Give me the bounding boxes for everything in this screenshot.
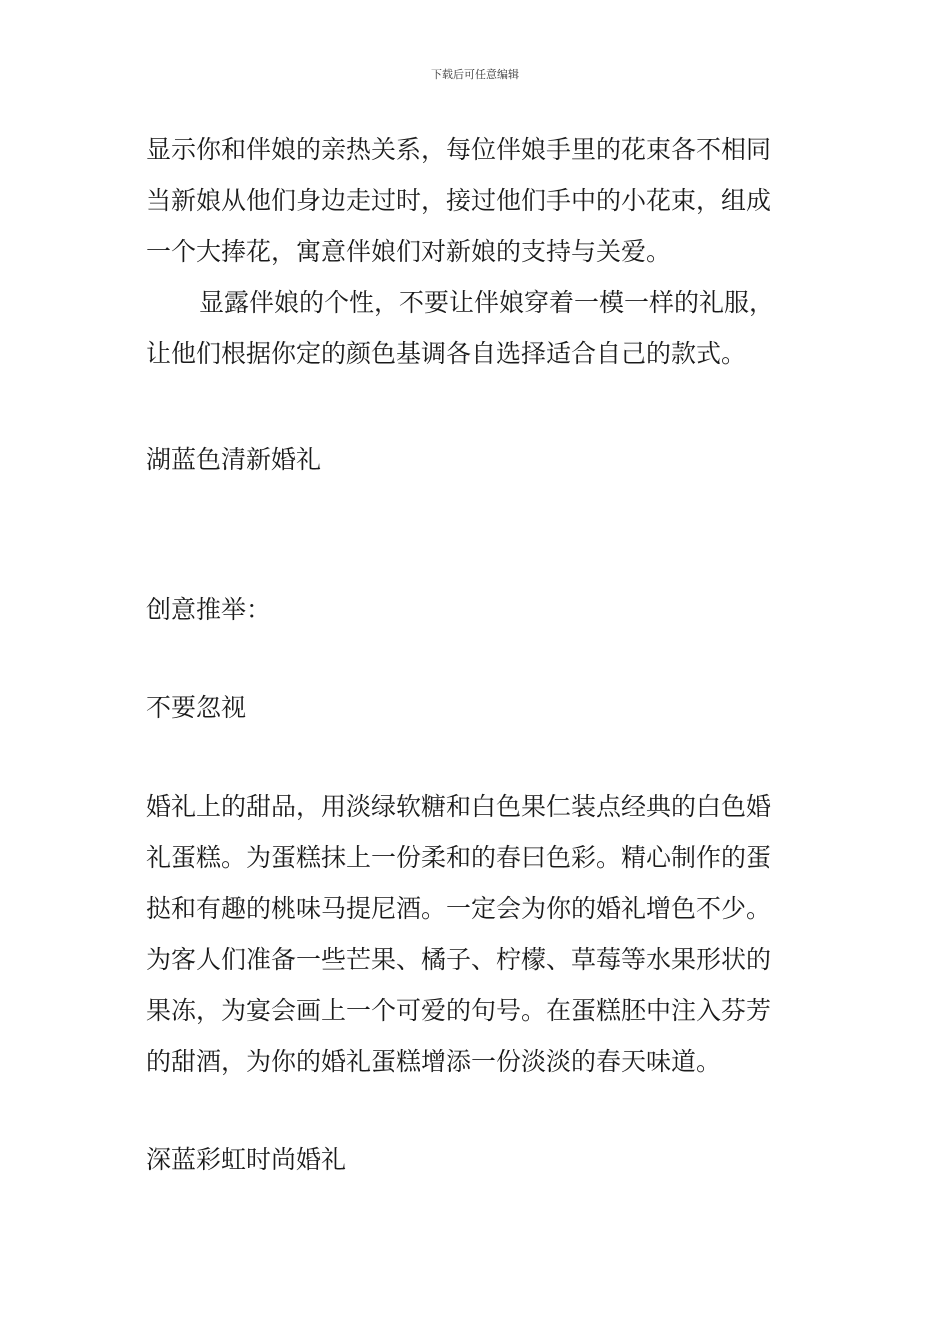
text-line: 礼蛋糕。为蛋糕抹上一份柔和的春曰色彩。精心制作的蛋: [146, 843, 772, 872]
text-line: 为客人们准备一些芒果、橘子、柠檬、草莓等水果形状的: [146, 945, 772, 974]
text-line: 婚礼上的甜品，用淡绿软糖和白色果仁装点经典的白色婚: [146, 792, 772, 821]
text-line: 显露伴娘的个性，不要让伴娘穿着一模一样的礼服，: [199, 288, 775, 317]
heading-lake-blue-wedding: 湖蓝色清新婚礼: [146, 445, 322, 474]
text-line: 的甜酒，为你的婚礼蛋糕增添一份淡淡的春天味道。: [146, 1047, 722, 1076]
page-header: 下载后可任意编辑: [431, 68, 519, 81]
paragraph-desserts: [146, 781, 808, 1087]
document-body: [146, 124, 808, 1185]
heading-dont-ignore: 不要忽视: [146, 693, 247, 722]
text-line: 当新娘从他们身边走过时，接过他们手中的小花束，组成: [146, 186, 772, 215]
heading-deep-blue-rainbow-wedding: 深蓝彩虹时尚婚礼: [146, 1145, 347, 1174]
text-line: 让他们根据你定的颜色基调各自选择适合自己的款式。: [146, 339, 747, 368]
text-line: 果冻，为宴会画上一个可爱的句号。在蛋糕胚中注入芬芳: [146, 996, 772, 1025]
heading-creative-recommendation: 创意推举：: [146, 595, 272, 624]
paragraph-bridesmaid-style: [146, 277, 808, 379]
text-line: 显示你和伴娘的亲热关系，每位伴娘手里的花束各不相同: [146, 135, 772, 164]
text-line: 挞和有趣的桃味马提尼酒。一定会为你的婚礼增色不少。: [146, 894, 772, 923]
paragraph-bouquet: [146, 124, 808, 277]
text-line: 一个大捧花，寓意伴娘们对新娘的支持与关爱。: [146, 237, 672, 266]
